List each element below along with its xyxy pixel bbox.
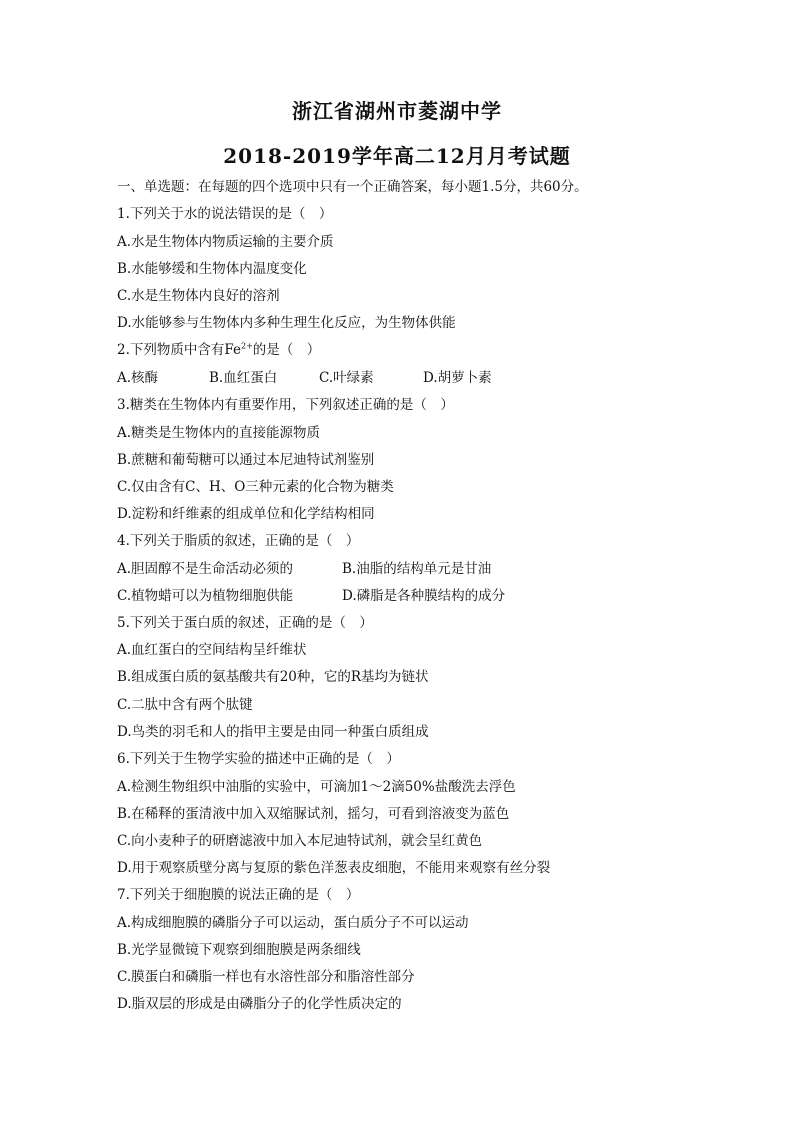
document-subtitle: 2018-2019学年高二12月月考试题 xyxy=(223,144,571,168)
question-2-option-c: C.叶绿素 xyxy=(319,370,374,386)
question-2-stem xyxy=(117,341,320,359)
question-1-option-c: C.水是生物体内良好的溶剂 xyxy=(117,288,280,304)
question-4-option-c: C.植物蜡可以为植物细胞供能 xyxy=(117,588,294,604)
question-6-option-d: D.用于观察质壁分离与复原的紫色洋葱表皮细胞，不能用来观察有丝分裂 xyxy=(117,860,551,876)
question-1-stem: 1.下列关于水的说法错误的是（ ） xyxy=(117,206,333,222)
question-5-stem: 5.下列关于蛋白质的叙述，正确的是（ ） xyxy=(117,615,373,631)
question-7-option-d: D.脂双层的形成是由磷脂分子的化学性质决定的 xyxy=(117,996,402,1012)
question-5-option-a: A.血红蛋白的空间结构呈纤维状 xyxy=(117,642,307,658)
question-1-option-b: B.水能够缓和生物体内温度变化 xyxy=(117,261,307,277)
question-6-option-a: A.检测生物组织中油脂的实验中，可滴加1～2滴50%盐酸洗去浮色 xyxy=(117,779,516,795)
question-3-option-c: C.仅由含有C、H、O三种元素的化合物为糖类 xyxy=(117,479,394,495)
question-5-option-b: B.组成蛋白质的氨基酸共有20种，它的R基均为链状 xyxy=(117,669,429,685)
question-1-option-a: A.水是生物体内物质运输的主要介质 xyxy=(117,234,334,250)
question-6-option-b: B.在稀释的蛋清液中加入双缩脲试剂，摇匀，可看到溶液变为蓝色 xyxy=(117,806,510,822)
question-6-option-c: C.向小麦种子的研磨滤液中加入本尼迪特试剂，就会呈红黄色 xyxy=(117,833,483,849)
question-3-option-b: B.蔗糖和葡萄糖可以通过本尼迪特试剂鉴别 xyxy=(117,452,375,468)
section-header: 一、单选题：在每题的四个选项中只有一个正确答案，每小题1.5分，共60分。 xyxy=(117,179,588,195)
question-2-options xyxy=(117,369,492,387)
question-4-option-b: B.油脂的结构单元是甘油 xyxy=(342,561,492,577)
question-2-stem-tail: 的是（ ） xyxy=(252,342,321,358)
question-4-options-row-1 xyxy=(117,560,491,578)
question-1-option-d: D.水能够参与生物体内多种生理生化反应，为生物体供能 xyxy=(117,315,456,331)
question-7-option-c: C.膜蛋白和磷脂一样也有水溶性部分和脂溶性部分 xyxy=(117,969,415,985)
question-2-option-a: A.核酶 xyxy=(117,370,159,386)
question-4-option-d: D.磷脂是各种膜结构的成分 xyxy=(342,588,506,604)
question-7-option-a: A.构成细胞膜的磷脂分子可以运动，蛋白质分子不可以运动 xyxy=(117,915,469,931)
question-3-option-a: A.糖类是生物体内的直接能源物质 xyxy=(117,425,321,441)
question-7-stem: 7.下列关于细胞膜的说法正确的是（ ） xyxy=(117,887,360,903)
question-2-option-b: B.血红蛋白 xyxy=(209,370,278,386)
question-5-option-c: C.二肽中含有两个肽键 xyxy=(117,697,253,713)
question-4-stem: 4.下列关于脂质的叙述，正确的是（ ） xyxy=(117,533,360,549)
question-4-options-row-2 xyxy=(117,587,505,605)
document-title: 浙江省湖州市菱湖中学 xyxy=(292,99,502,123)
question-2-stem-text: 2.下列物质中含有Fe xyxy=(117,342,241,358)
question-5-option-d: D.鸟类的羽毛和人的指甲主要是由同一种蛋白质组成 xyxy=(117,724,429,740)
question-7-option-b: B.光学显微镜下观察到细胞膜是两条细线 xyxy=(117,942,361,958)
question-3-option-d: D.淀粉和纤维素的组成单位和化学结构相同 xyxy=(117,506,375,522)
question-6-stem: 6.下列关于生物学实验的描述中正确的是（ ） xyxy=(117,751,400,767)
question-3-stem: 3.糖类在生物体内有重要作用，下列叙述正确的是（ ） xyxy=(117,397,454,413)
question-2-option-d: D.胡萝卜素 xyxy=(423,370,492,386)
question-4-option-a: A.胆固醇不是生命活动必须的 xyxy=(117,561,294,577)
question-2-superscript: 2+ xyxy=(241,341,253,351)
